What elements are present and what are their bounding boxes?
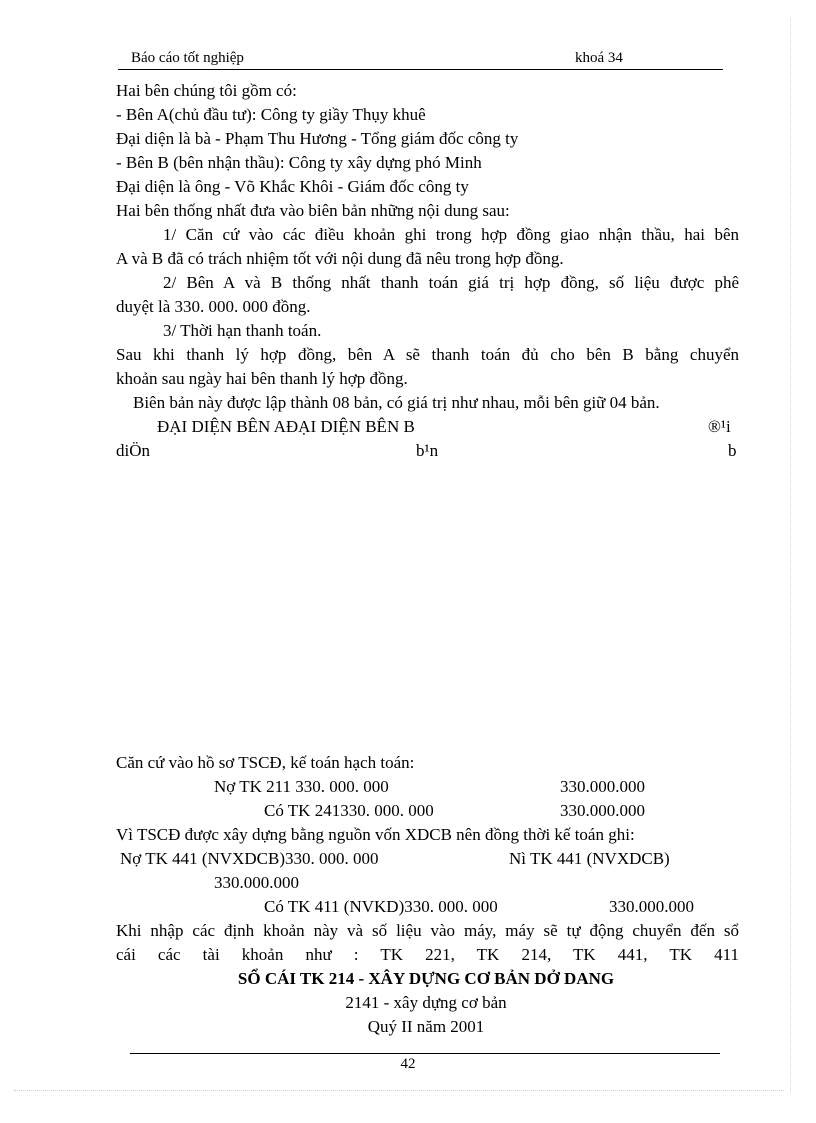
entry-garbled-441: Nì TK 441 (NVXDCB) [509, 849, 670, 868]
payment-line-2: khoản sau ngày hai bên thanh lý hợp đồng. [116, 369, 408, 388]
signature-representatives: ĐẠI DIỆN BÊN AĐẠI DIỆN BÊN B [157, 417, 415, 436]
ledger-title: SỔ CÁI TK 214 - XÂY DỰNG CƠ BẢN DỞ DANG [237, 969, 615, 988]
agreement-line: Hai bên thống nhất đưa vào biên bản những nội dung sau: [116, 201, 510, 220]
entry-credit-241: Có TK 241330. 000. 000 [264, 801, 434, 820]
ledger-period: Quý II năm 2001 [367, 1017, 485, 1036]
footer-rule [130, 1053, 720, 1054]
party-b: - Bên B (bên nhận thầu): Công ty xây dựng phó Minh [116, 153, 482, 172]
item-2-line-1: 2/ Bên A và B thống nhất thanh toán giá trị hợp đồng, số liệu được phê [163, 273, 739, 292]
entry-credit-241-amount: 330.000.000 [560, 801, 645, 820]
party-a: - Bên A(chủ đầu tư): Công ty giầy Thụy khuê [116, 105, 426, 124]
header-title: Báo cáo tốt nghiệp [131, 50, 244, 66]
signature-garbled-3: b¹n [416, 441, 439, 460]
entry-debit-441: Nợ TK 441 (NVXDCB)330. 000. 000 [120, 849, 379, 868]
payment-line-1: Sau khi thanh lý hợp đồng, bên A sẽ thanh toán đủ cho bên B bằng chuyển [116, 345, 739, 364]
page-border-right [790, 18, 791, 1093]
item-2-line-2: duyệt là 330. 000. 000 đồng. [116, 297, 311, 316]
entry-credit-411: Có TK 411 (NVKD)330. 000. 000 [264, 897, 498, 916]
header-course: khoá 34 [575, 50, 623, 66]
running-header [118, 49, 723, 70]
signature-garbled-2: diÖn [116, 441, 150, 460]
signature-garbled-4: b [728, 441, 737, 460]
entry-credit-411-amount: 330.000.000 [609, 897, 694, 916]
page-number: 42 [400, 1056, 416, 1072]
item-3: 3/ Thời hạn thanh toán. [163, 321, 322, 340]
item-1-line-2: A và B đã có trách nhiệm tốt với nội dung đã nêu trong hợp đồng. [116, 249, 564, 268]
accounting-because: Vì TSCĐ được xây dựng bằng nguồn vốn XDCB nên đồng thời kế toán ghi: [116, 825, 635, 844]
entry-note-line-1: Khi nhập các định khoản này và số liệu vào máy, máy sẽ tự động chuyển đến sổ [116, 921, 739, 940]
parties-intro: Hai bên chúng tôi gồm có: [116, 81, 297, 100]
accounting-basis: Căn cứ vào hồ sơ TSCĐ, kế toán hạch toán: [116, 753, 415, 772]
copies-line: Biên bản này được lập thành 08 bản, có giá trị như nhau, mỗi bên giữ 04 bản. [133, 393, 660, 412]
entry-note-line-2: cái các tài khoản như : TK 221, TK 214, TK 441, TK 411 [116, 945, 739, 964]
entry-debit-211: Nợ TK 211 330. 000. 000 [214, 777, 389, 796]
rep-b: Đại diện là ông - Võ Khắc Khôi - Giám đốc công ty [116, 177, 469, 196]
ledger-subtitle: 2141 - xây dựng cơ bản [345, 993, 507, 1012]
entry-debit-211-amount: 330.000.000 [560, 777, 645, 796]
entry-441-amount: 330.000.000 [214, 873, 299, 892]
page-border-bottom [14, 1090, 784, 1091]
signature-garbled-1: ®¹i [708, 417, 731, 436]
rep-a: Đại diện là bà - Phạm Thu Hương - Tổng giám đốc công ty [116, 129, 519, 148]
item-1-line-1: 1/ Căn cứ vào các điều khoản ghi trong hợp đồng giao nhận thầu, hai bên [163, 225, 739, 244]
